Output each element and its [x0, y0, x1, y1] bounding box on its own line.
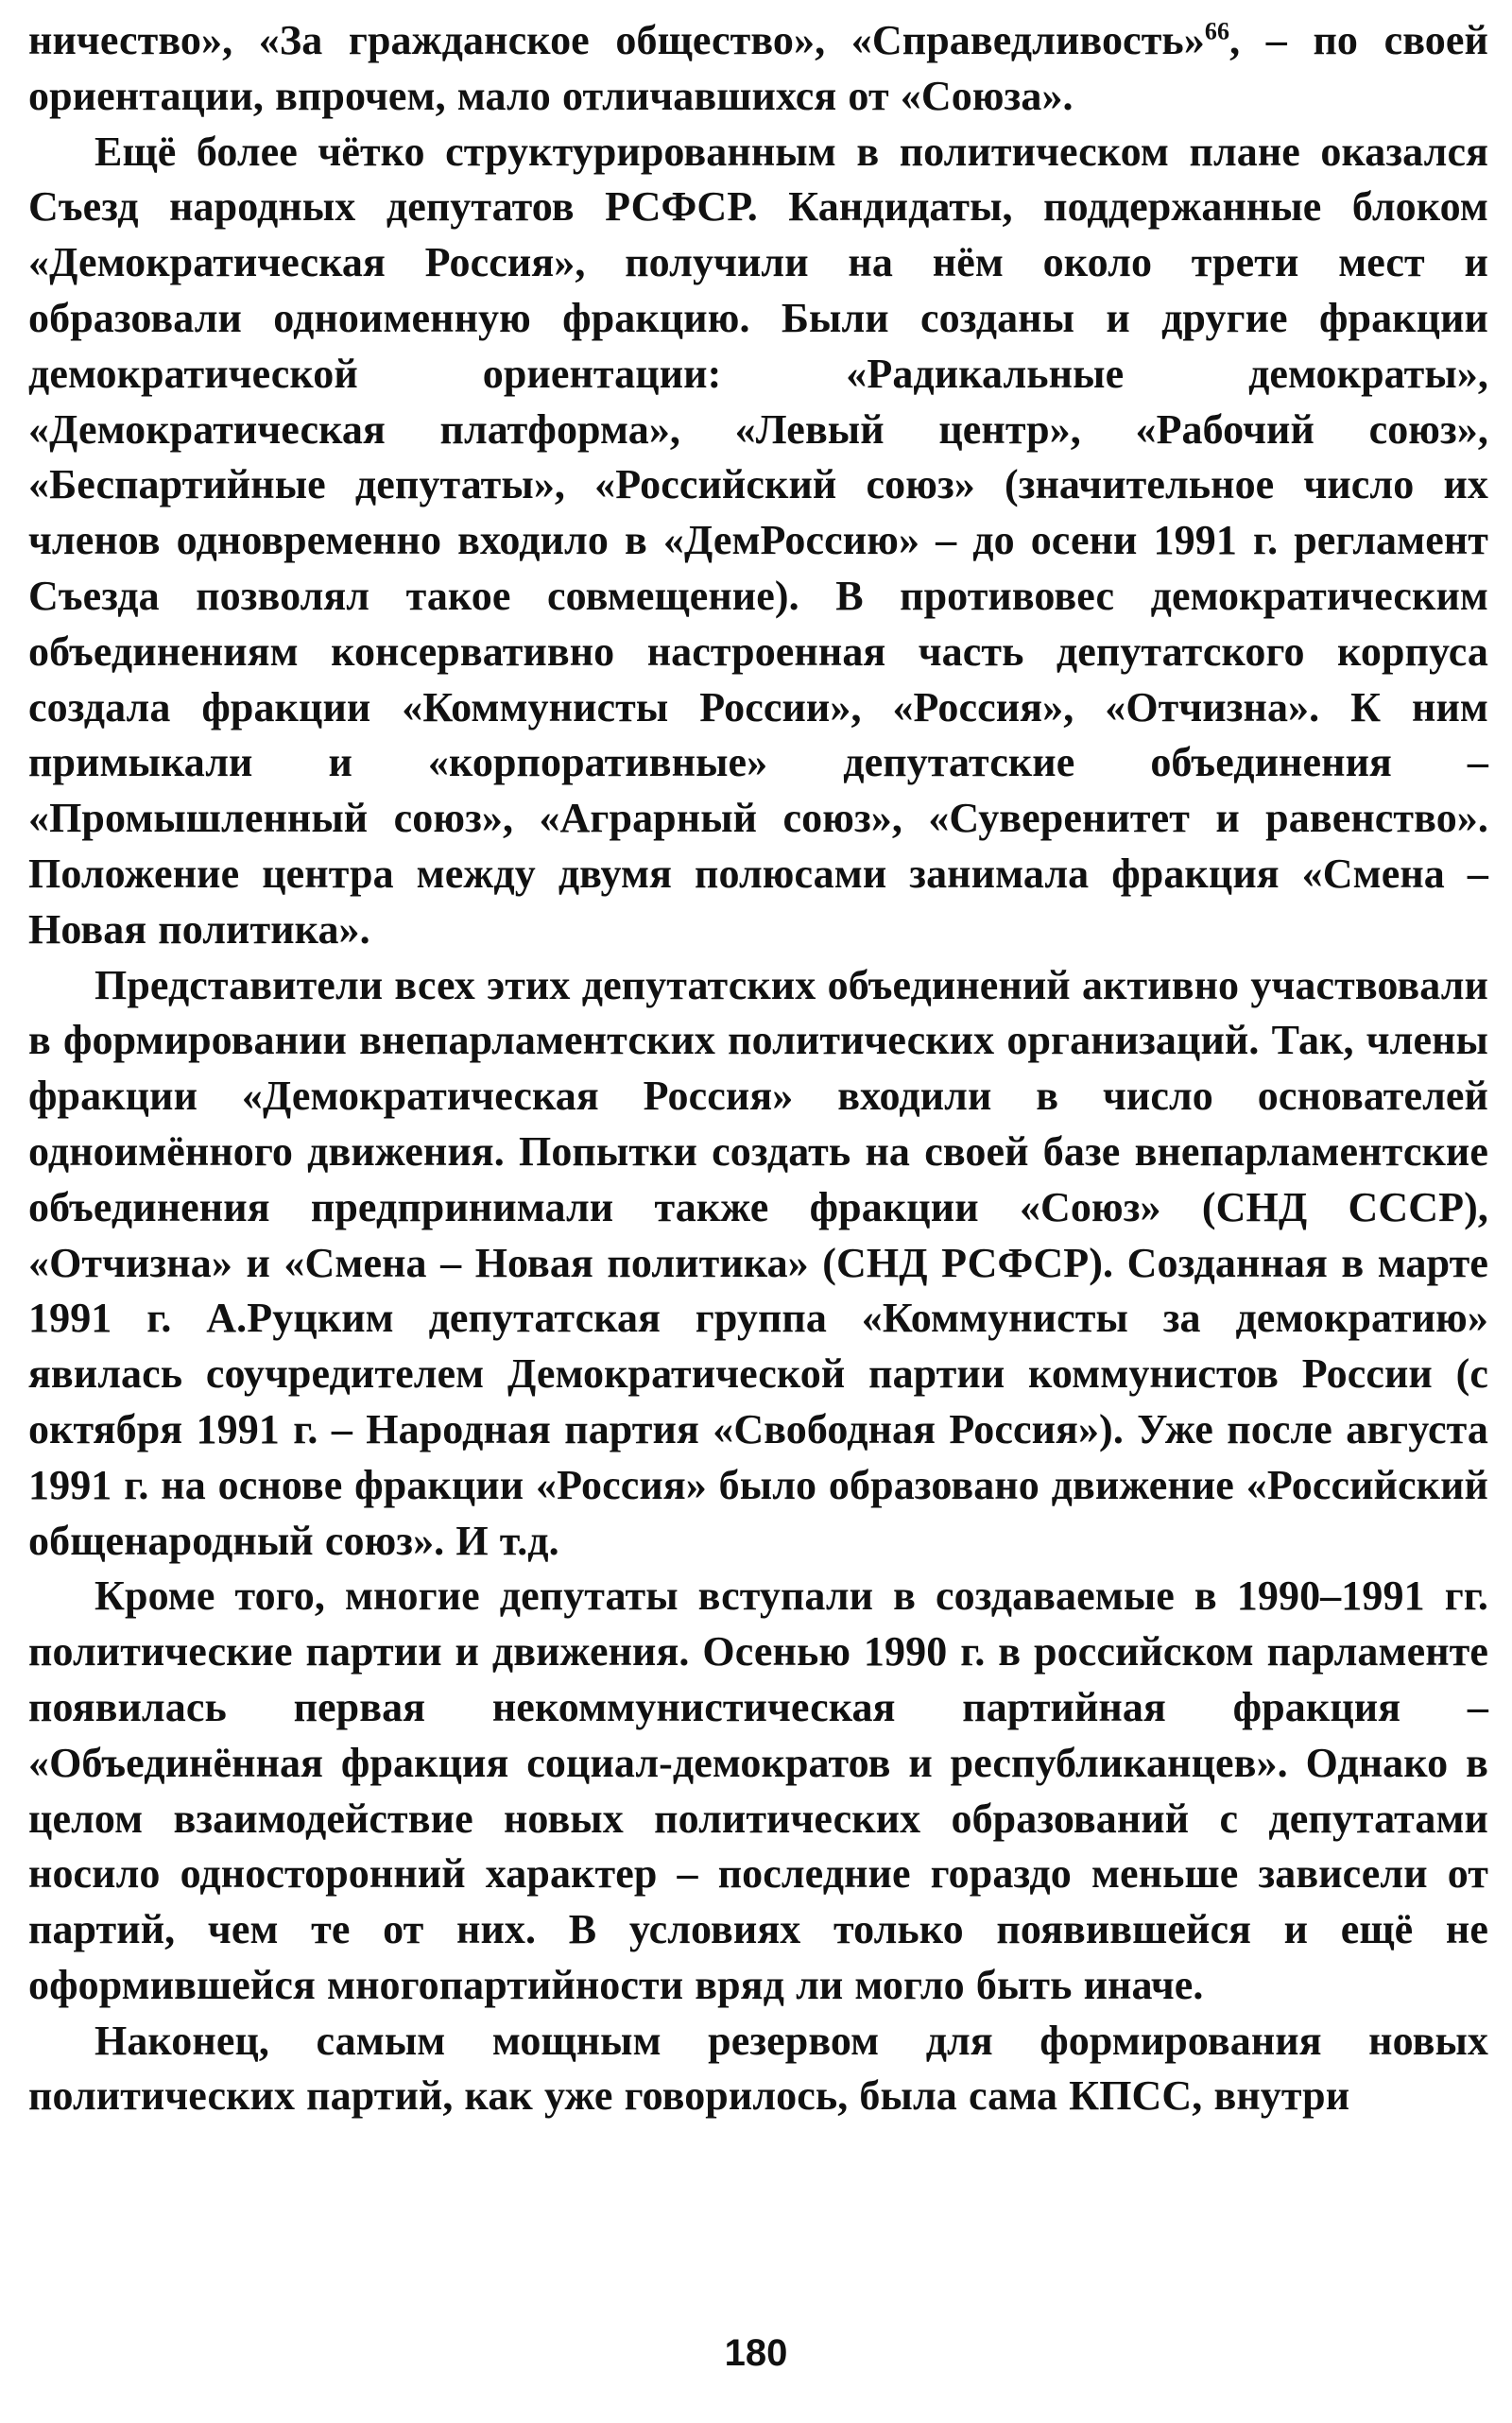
page-body [28, 13, 1488, 2124]
paragraph-5: Наконец, самым мощным резервом для формирования новых политических партий, как уже говорилось, была сама КПСС, внутри [28, 2017, 1488, 2120]
paragraph-4: Кроме того, многие депутаты вступали в создаваемые в 1990–1991 гг. политические партии и движения. Осенью 1990 г. в российском парламенте появилась первая некоммунистическая партийная фракция – «Объединённая фракция социал-демократов и республиканцев». Однако в целом взаимодействие новых политических образований с депутатами носило односторонний характер – последние гораздо меньше зависели от партий, чем те от них. В условиях только появившейся и ещё не оформившейся многопартийности вряд ли могло быть иначе. [28, 1572, 1488, 2008]
paragraph-2: Ещё более чётко структурированным в политическом плане оказался Съезд народных депутатов РСФСР. Кандидаты, поддержанные блоком «Демократическая Россия», получили на нём около трети мест и образовали одноименную фракцию. Были созданы и другие фракции демократической ориентации: «Радикальные демократы», «Демократическая платформа», «Левый центр», «Рабочий союз», «Беспартийные депутаты», «Российский союз» (значительное число их членов одновременно входило в «ДемРоссию» – до осени 1991 г. регламент Съезда позволял такое совмещение). В противовес демократическим объединениям консервативно настроенная часть депутатского корпуса создала фракции «Коммунисты России», «Россия», «Отчизна». К ним примыкали и «корпоративные» депутатские объединения – «Промышленный союз», «Аграрный союз», «Суверенитет и равенство». Положение центра между двумя полюсами занимала фракция «Смена – Новая политика». [28, 128, 1488, 953]
paragraph-1-text-before: ничество», «За гражданское общество», «Справедливость» [28, 17, 1205, 63]
paragraph-3: Представители всех этих депутатских объединений активно участвовали в формировании внепарламентских политических организаций. Так, члены фракции «Демократическая Россия» входили в число основателей одноимённого движения. Попытки создать на своей базе внепарламентские объединения предпринимали также фракции «Союз» (СНД СССР), «Отчизна» и «Смена – Новая политика» (СНД РСФСР). Созданная в марте 1991 г. А.Руцким депутатская группа «Коммунисты за демократию» явилась соучредителем Демократической партии коммунистов России (с октября 1991 г. – Народная партия «Свободная Россия»). Уже после августа 1991 г. на основе фракции «Россия» было образовано движение «Российский общенародный союз». И т.д. [28, 961, 1488, 1564]
footnote-marker: 66 [1204, 17, 1230, 45]
paragraph-1-text-after: , – по своей ориентации, впрочем, мало отличавшихся от «Союза». [28, 17, 1488, 119]
paragraph-1 [28, 13, 1488, 125]
page-number: 180 [724, 2332, 788, 2374]
